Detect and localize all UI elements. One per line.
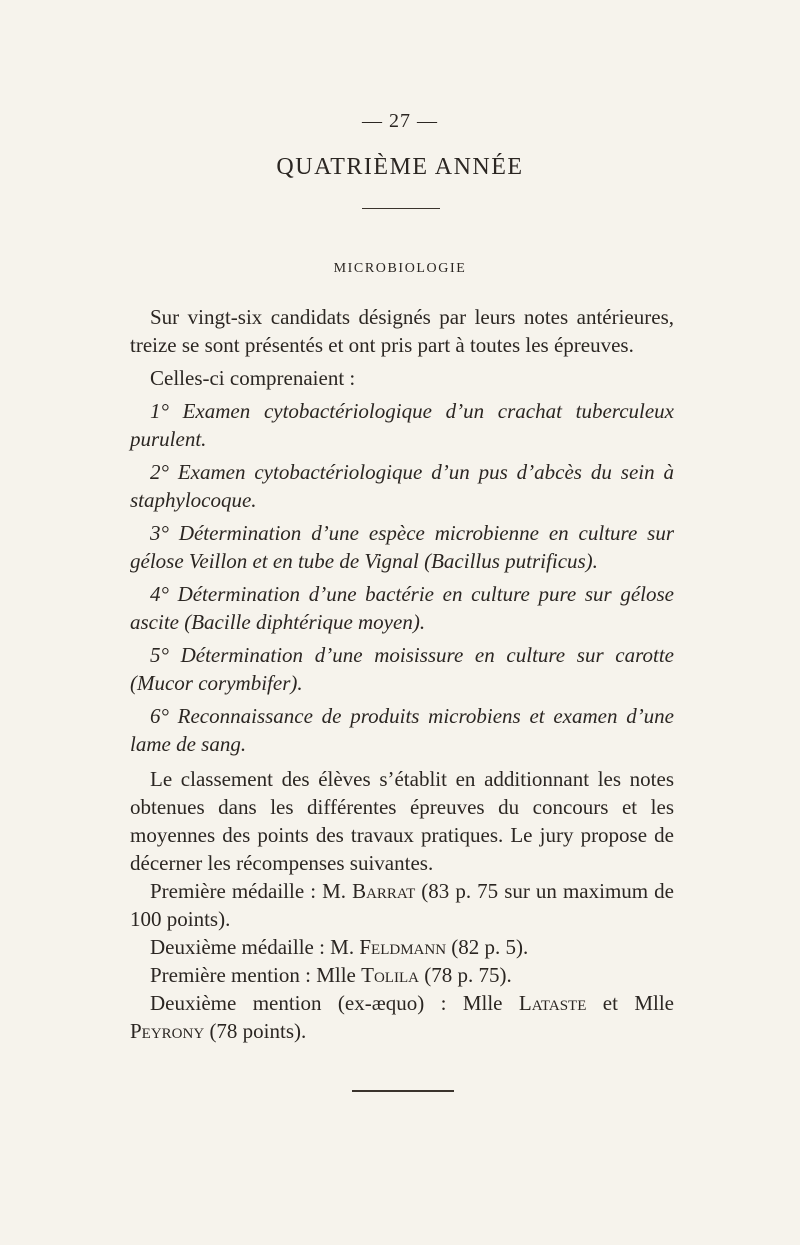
test-number: 6° [150, 704, 169, 728]
test-item [130, 580, 674, 636]
test-item [130, 641, 674, 697]
ranking-paragraph: Le classement des élèves s’établit en additionnant les notes obtenues dans les différentes épreuves du concours et les moyennes des points des travaux pratiques. Le jury propose de décerner les récompenses suivantes. [130, 767, 674, 875]
award-score: (78 points). [204, 1019, 307, 1043]
award-score: (82 p. 5). [446, 935, 529, 959]
award-label: Première mention : Mlle [150, 963, 362, 987]
award-score: (78 p. 75). [418, 963, 512, 987]
end-divider [352, 1090, 454, 1092]
tests-intro: Celles-ci comprenaient : [150, 366, 356, 390]
page-number: — 27 — [362, 110, 438, 132]
awardee-name: Peyrony [130, 1019, 205, 1043]
test-item [130, 519, 674, 575]
test-text: Reconnaissance de produits microbiens et examen d’une lame de sang. [130, 704, 675, 756]
test-item [130, 702, 674, 758]
test-number: 3° [150, 521, 169, 545]
title-divider [362, 208, 440, 209]
award-label: Deuxième médaille : M. [150, 935, 360, 959]
test-number: 1° [150, 399, 169, 423]
award-connector: et Mlle [586, 991, 674, 1015]
award-score: (83 p. 75 sur un maximum de 100 points). [130, 879, 674, 931]
intro-paragraph: Sur vingt-six candidats désignés par leurs notes antérieures, treize se sont présentés et ont pris part à toutes les épreuves. [130, 305, 674, 357]
test-text: Examen cytobactériologique d’un pus d’abcès du sein à staphylocoque. [130, 460, 674, 512]
award-line [130, 877, 674, 933]
award-label: Première médaille : M. [150, 879, 353, 903]
award-line [130, 933, 674, 961]
test-text: Détermination d’une moisissure en culture sur carotte (Mucor corymbifer). [130, 643, 675, 695]
awardee-name: Tolila [361, 963, 419, 987]
award-line [130, 989, 674, 1045]
awardee-name: Barrat [352, 879, 416, 903]
test-item [130, 458, 674, 514]
awardee-name: Lataste [518, 991, 587, 1015]
test-number: 4° [150, 582, 169, 606]
award-line [130, 961, 674, 989]
awardee-name: Feldmann [359, 935, 447, 959]
test-text: Examen cytobactériologique d’un crachat tuberculeux purulent. [130, 399, 674, 451]
test-text: Détermination d’une bactérie en culture pure sur gélose ascite (Bacille diphtérique moyen). [130, 582, 674, 634]
body-text [130, 303, 674, 1045]
test-number: 2° [150, 460, 169, 484]
award-label: Deuxième mention (ex-æquo) : Mlle [150, 991, 519, 1015]
page-title: QUATRIÈME ANNÉE [276, 154, 524, 180]
test-item [130, 397, 674, 453]
test-text: Détermination d’une espèce microbienne en culture sur gélose Veillon et en tube de Vignal (Bacillus putrificus). [130, 521, 675, 573]
section-heading: MICROBIOLOGIE [333, 261, 467, 276]
test-number: 5° [150, 643, 169, 667]
